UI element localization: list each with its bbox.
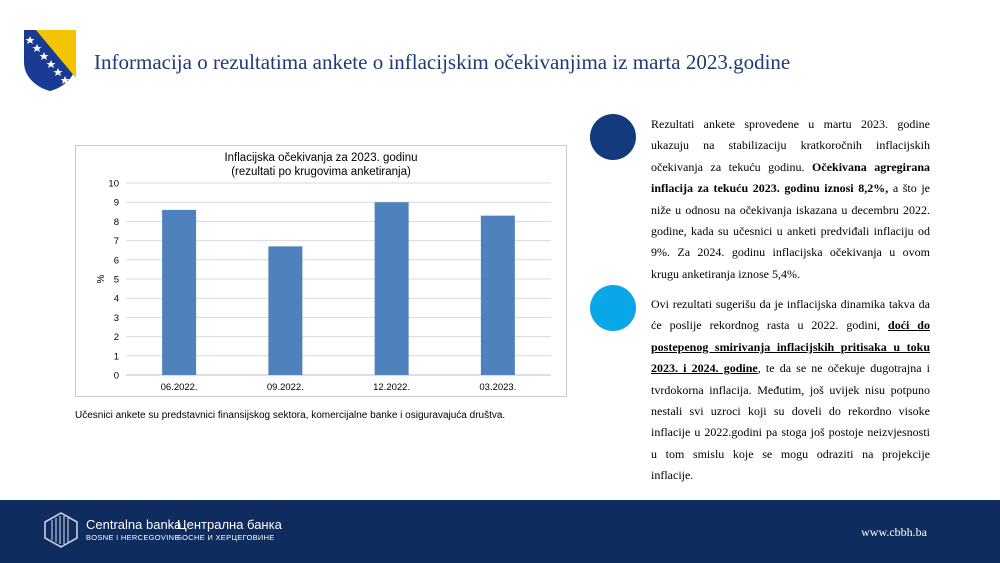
y-tick-label: 5 xyxy=(113,274,119,286)
inflation-chart xyxy=(75,145,567,397)
page-title: Informacija o rezultatima ankete o inflacijskim očekivanjima iz marta 2023.godine xyxy=(94,50,791,74)
y-tick-label: 8 xyxy=(113,216,119,228)
chart-title: Inflacijska očekivanja za 2023. godinu xyxy=(224,152,418,164)
x-tick-label: 09.2022. xyxy=(266,382,304,393)
website-link[interactable]: www.cbbh.ba xyxy=(861,525,927,539)
bullet-dot-light xyxy=(590,285,636,331)
y-tick-label: 4 xyxy=(113,293,119,305)
chart-note: Učesnici ankete su predstavnici finansijskog sektora, komercijalne banke i osiguravajuća društva. xyxy=(75,410,506,421)
y-tick-label: 3 xyxy=(113,312,119,324)
paragraph-2: Ovi rezultati sugerišu da je inflacijska dinamika takva da će poslije rekordnog rasta u 2022. godini, doći do postepenog smirivanja inflacijskih pritisaka u toku 2023. i 2024. godine, te da se ne očekuje dugotrajna i tvrdokorna inflacija. Međutim, još uvijek nisu potpuno nestali svi uzroci koji su doveli do rekordno visoke inflacije u 2022.godini pa stoga još postoje neizvjesnosti u tom smislu koje se mogu odraziti na projekcije inflacije. xyxy=(651,297,930,483)
y-axis-label: % xyxy=(96,274,107,284)
bank-name-cyrillic: Централна банка БОСНЕ И ХЕРЦЕГОВИНЕ xyxy=(177,517,282,542)
paragraph-2-emphasis: doći do postepenog smirivanja inflacijskih pritisaka u toku 2023. i 2024. godine xyxy=(651,318,930,376)
y-tick-label: 1 xyxy=(113,351,119,363)
bar-12.2022. xyxy=(375,202,409,375)
bar-09.2022. xyxy=(268,246,302,375)
coat-of-arms-icon xyxy=(22,28,78,92)
paragraph-1: Rezultati ankete sprovedene u martu 2023. godine ukazuju na stabilizaciju kratkoročnih inflacijskih očekivanja za tekuću godinu. Očekivana agregirana inflacija za tekuću 2023. godinu iznosi 8,2%, a što je niže u odnosu na očekivanja iskazana u decembru 2022. godine, kada su učesnici u anketi predviđali inflaciju od 9%. Za 2024. godinu inflacijska očekivanja u ovom krugu anketiranja iznose 5,4%. xyxy=(651,117,931,281)
bar-06.2022. xyxy=(162,210,196,375)
y-tick-label: 10 xyxy=(108,178,119,190)
chart-subtitle: (rezultati po krugovima anketiranja) xyxy=(231,166,411,178)
y-tick-label: 6 xyxy=(113,255,119,267)
chart-plot xyxy=(76,146,566,396)
x-tick-label: 03.2023. xyxy=(479,382,517,393)
bank-name-latin: Centralna banka BOSNE I HERCEGOVINE xyxy=(86,517,182,542)
cbbh-logo-icon xyxy=(43,512,79,548)
bullet-dot-dark xyxy=(590,114,636,160)
y-tick-label: 0 xyxy=(113,370,119,382)
paragraph-1-bold: Očekivana agregirana inflacija za tekuću 2023. godinu iznosi 8,2%, xyxy=(651,159,931,196)
bar-03.2023. xyxy=(481,216,515,375)
y-tick-label: 9 xyxy=(113,197,119,209)
x-tick-label: 06.2022. xyxy=(160,382,198,393)
y-tick-label: 7 xyxy=(113,236,119,248)
y-tick-label: 2 xyxy=(113,332,119,344)
x-tick-label: 12.2022. xyxy=(373,382,411,393)
